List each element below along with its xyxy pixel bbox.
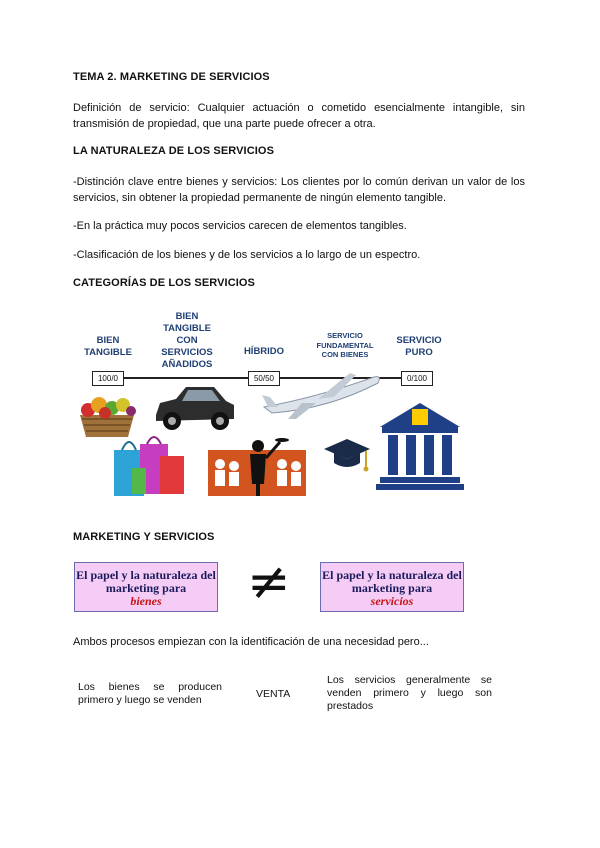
sale-label: VENTA <box>256 688 291 700</box>
graduation-cap-icon <box>322 435 372 479</box>
goods-process-text: Los bienes se producen primero y luego se venden <box>78 681 222 706</box>
tick-50-50: 50/50 <box>248 371 280 386</box>
nature-paragraph-2: -En la práctica muy pocos servicios carecen de elementos tangibles. <box>73 220 407 232</box>
car-icon <box>150 377 238 435</box>
restaurant-waiter-icon <box>204 430 310 498</box>
label-servicio-puro: SERVICIO PURO <box>396 335 442 358</box>
services-marketing-box <box>320 562 464 612</box>
page-title: TEMA 2. MARKETING DE SERVICIOS <box>73 71 270 83</box>
label-bien-tangible-con-servicios: BIEN TANGIBLE CON SERVICIOS AÑADIDOS <box>161 311 213 370</box>
tick-100-0: 100/0 <box>92 371 124 386</box>
services-box-line-1: El papel y la naturaleza del <box>322 568 462 582</box>
airplane-icon <box>258 369 384 421</box>
services-spectrum-diagram <box>72 305 464 495</box>
goods-marketing-box <box>74 562 218 612</box>
marketing-intro: Ambos procesos empiezan con la identificación de una necesidad pero... <box>73 636 429 648</box>
nature-paragraph-3: -Clasificación de los bienes y de los servicios a lo largo de un espectro. <box>73 249 421 261</box>
label-hibrido: HÍBRIDO <box>243 346 285 357</box>
services-process-text: Los servicios generalmente se venden primero y luego son prestados <box>327 674 492 712</box>
not-equal-symbol: ≠ <box>247 552 291 612</box>
services-box-line-2: marketing para <box>351 581 433 595</box>
categories-heading: CATEGORÍAS DE LOS SERVICIOS <box>73 277 255 289</box>
definition-paragraph: Definición de servicio: Cualquier actuación o cometido esencialmente intangible, sin transmisión de propiedad, que una parte puede ofrecer a otra. <box>73 102 525 130</box>
shopping-bags-icon <box>110 430 190 498</box>
marketing-heading: MARKETING Y SERVICIOS <box>73 531 215 543</box>
goods-box-emphasis: bienes <box>130 594 162 608</box>
services-box-emphasis: servicios <box>370 594 414 608</box>
nature-heading: LA NATURALEZA DE LOS SERVICIOS <box>73 145 275 157</box>
nature-paragraph-1: -Distinción clave entre bienes y servicios: Los clientes por lo común derivan un valor de los servicios, sin obtener la propiedad permanente de ningún elemento tangible. <box>73 176 525 204</box>
university-building-icon <box>374 397 466 491</box>
goods-box-line-2: marketing para <box>105 581 187 595</box>
goods-box-line-1: El papel y la naturaleza del <box>76 568 216 582</box>
label-servicio-fundamental: SERVICIO FUNDAMENTAL CON BIENES <box>316 331 374 359</box>
tick-0-100: 0/100 <box>401 371 433 386</box>
label-bien-tangible: BIEN TANGIBLE <box>84 335 132 358</box>
